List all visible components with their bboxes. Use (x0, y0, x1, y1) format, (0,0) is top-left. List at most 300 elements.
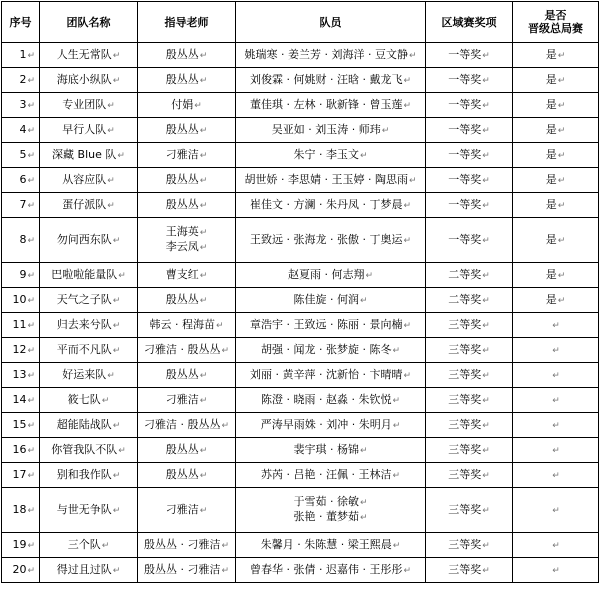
members-cell-line (238, 73, 423, 88)
paragraph-mark: ↵ (557, 270, 566, 281)
paragraph-mark: ↵ (27, 295, 35, 306)
award-cell (426, 168, 513, 193)
teacher-cell-text: 刁雅洁 · 殷丛丛 (143, 417, 221, 431)
row-index (2, 68, 40, 93)
paragraph-mark: ↵ (27, 320, 35, 331)
advance-cell (513, 558, 599, 583)
advance-cell (513, 143, 599, 168)
award-cell (426, 93, 513, 118)
header-advance-line1: 是否 (544, 9, 567, 22)
award-cell-text: 一等奖 (448, 147, 482, 161)
paragraph-mark: ↵ (27, 345, 35, 356)
team-name (40, 218, 138, 263)
team-name-text: 超能陆战队 (56, 417, 112, 431)
paragraph-mark: ↵ (482, 150, 490, 161)
paragraph-mark: ↵ (552, 420, 560, 431)
paragraph-mark: ↵ (552, 505, 560, 516)
teacher-cell-line (140, 73, 233, 88)
award-cell (426, 193, 513, 218)
paragraph-mark: ↵ (221, 540, 230, 551)
teacher-cell (138, 363, 236, 388)
advance-cell (513, 43, 599, 68)
members-cell (236, 388, 426, 413)
teacher-cell-text: 殷丛丛 (165, 367, 199, 381)
row-index (2, 363, 40, 388)
team-name (40, 388, 138, 413)
paragraph-mark: ↵ (112, 320, 121, 331)
members-cell (236, 558, 426, 583)
members-cell-text: 朱馨月 · 朱陈慧 · 梁王熙晨 (260, 537, 392, 551)
advance-cell-text: 是 (545, 172, 557, 186)
award-cell (426, 338, 513, 363)
team-name-text: 巴啦啦能量队 (51, 267, 118, 281)
paragraph-mark: ↵ (27, 420, 35, 431)
row-index (2, 558, 40, 583)
row-index (2, 193, 40, 218)
teacher-cell-line (140, 268, 233, 283)
team-name-text: 专业团队 (62, 97, 107, 111)
members-cell-text: 于雪茹 · 徐敏 (293, 495, 359, 508)
paragraph-mark: ↵ (482, 175, 490, 186)
advance-cell-text: 是 (545, 72, 557, 86)
award-cell-text: 一等奖 (448, 47, 482, 61)
teacher-cell-text: 王海英 (165, 225, 199, 238)
table-row (2, 438, 599, 463)
members-cell (236, 338, 426, 363)
paragraph-mark: ↵ (199, 470, 208, 481)
award-cell (426, 218, 513, 263)
paragraph-mark: ↵ (27, 200, 35, 211)
paragraph-mark: ↵ (557, 295, 566, 306)
advance-cell-text: 是 (545, 292, 557, 306)
award-cell-text: 三等奖 (448, 417, 482, 431)
award-cell (426, 533, 513, 558)
table-row (2, 463, 599, 488)
awards-table (1, 1, 599, 583)
paragraph-mark: ↵ (403, 200, 411, 211)
team-name (40, 413, 138, 438)
header-members: 队员 (236, 2, 426, 43)
header-advance (513, 2, 599, 43)
members-cell-text: 裴宇琪 · 杨锦 (293, 442, 359, 456)
paragraph-mark: ↵ (27, 370, 35, 381)
award-cell (426, 488, 513, 533)
paragraph-mark: ↵ (199, 270, 208, 281)
paragraph-mark: ↵ (199, 150, 208, 161)
table-row (2, 68, 599, 93)
members-cell (236, 193, 426, 218)
team-name (40, 313, 138, 338)
advance-cell-text: 是 (545, 122, 557, 136)
award-cell (426, 388, 513, 413)
team-name (40, 118, 138, 143)
paragraph-mark: ↵ (27, 445, 35, 456)
row-index-text: 1 (19, 47, 27, 61)
team-name (40, 168, 138, 193)
advance-cell (513, 463, 599, 488)
members-cell-line (238, 393, 423, 408)
teacher-cell (138, 558, 236, 583)
team-name (40, 363, 138, 388)
teacher-cell-line (140, 503, 233, 518)
advance-cell (513, 338, 599, 363)
team-name-text: 筱七队 (67, 392, 101, 406)
teacher-cell (138, 488, 236, 533)
paragraph-mark: ↵ (557, 100, 566, 111)
row-index-text: 4 (19, 122, 27, 136)
paragraph-mark: ↵ (482, 505, 490, 516)
members-cell-text: 刘俊霖 · 何姚财 · 汪晗 · 戴龙飞 (249, 72, 403, 86)
row-index (2, 218, 40, 263)
paragraph-mark: ↵ (552, 565, 560, 576)
members-cell-text: 刘丽 · 黄辛萍 · 沈新怡 · 卞晴晴 (249, 367, 403, 381)
table-row (2, 533, 599, 558)
team-name-text: 天气之子队 (56, 292, 112, 306)
award-cell-text: 三等奖 (448, 562, 482, 576)
advance-cell (513, 388, 599, 413)
table-row (2, 218, 599, 263)
team-name-text: 平而不凡队 (56, 342, 112, 356)
paragraph-mark: ↵ (365, 270, 374, 281)
advance-cell (513, 168, 599, 193)
paragraph-mark: ↵ (557, 75, 566, 86)
teacher-cell-line (140, 418, 233, 433)
teacher-cell (138, 463, 236, 488)
paragraph-mark: ↵ (27, 270, 35, 281)
paragraph-mark: ↵ (392, 540, 401, 551)
members-cell-line (238, 510, 423, 525)
award-cell-text: 一等奖 (448, 172, 482, 186)
row-index-text: 15 (12, 417, 27, 431)
teacher-cell (138, 43, 236, 68)
team-name-text: 别和我作队 (56, 467, 112, 481)
members-cell-line (238, 368, 423, 383)
teacher-cell (138, 438, 236, 463)
paragraph-mark: ↵ (552, 395, 560, 406)
award-cell (426, 363, 513, 388)
teacher-cell-text: 付娟 (171, 97, 194, 111)
teacher-cell-text: 殷丛丛 (165, 467, 199, 481)
advance-cell-text: 是 (545, 97, 557, 111)
award-cell-text: 三等奖 (448, 367, 482, 381)
row-index (2, 143, 40, 168)
table-row (2, 288, 599, 313)
paragraph-mark: ↵ (482, 565, 490, 576)
team-name (40, 143, 138, 168)
award-cell-text: 二等奖 (448, 292, 482, 306)
members-cell-text: 吴亚如 · 刘玉涛 · 师玮 (271, 122, 381, 136)
members-cell-text: 赵夏雨 · 何志翔 (287, 267, 365, 281)
teacher-cell-text: 殷丛丛 · 刁雅洁 (143, 537, 221, 551)
advance-cell-text: 是 (545, 197, 557, 211)
paragraph-mark: ↵ (107, 100, 115, 111)
members-cell (236, 488, 426, 533)
advance-cell (513, 438, 599, 463)
teacher-cell-text: 刁雅洁 (165, 392, 199, 406)
award-cell (426, 463, 513, 488)
paragraph-mark: ↵ (27, 565, 35, 576)
award-cell (426, 68, 513, 93)
advance-cell (513, 313, 599, 338)
paragraph-mark: ↵ (27, 540, 35, 551)
advance-cell (513, 193, 599, 218)
paragraph-mark: ↵ (359, 445, 368, 456)
award-cell-text: 三等奖 (448, 467, 482, 481)
table-row (2, 168, 599, 193)
team-name (40, 338, 138, 363)
members-cell (236, 533, 426, 558)
paragraph-mark: ↵ (112, 470, 121, 481)
paragraph-mark: ↵ (27, 175, 35, 186)
paragraph-mark: ↵ (199, 445, 208, 456)
members-cell-line (238, 48, 423, 63)
table-row (2, 388, 599, 413)
teacher-cell-text: 刁雅洁 (165, 147, 199, 161)
table-row (2, 558, 599, 583)
members-cell-text: 姚瑞寒 · 姜兰芳 · 刘海洋 · 豆文静 (244, 47, 408, 61)
row-index-text: 8 (19, 232, 27, 246)
team-name-text: 你管我队不队 (51, 442, 118, 456)
advance-cell (513, 263, 599, 288)
advance-cell (513, 118, 599, 143)
advance-cell (513, 488, 599, 533)
paragraph-mark: ↵ (482, 100, 490, 111)
members-cell-text: 章浩宇 · 王致远 · 陈丽 · 景向楠 (249, 317, 403, 331)
paragraph-mark: ↵ (117, 150, 125, 161)
row-index-text: 18 (12, 502, 27, 516)
members-cell-line (238, 443, 423, 458)
award-cell-text: 一等奖 (448, 232, 482, 246)
members-cell (236, 263, 426, 288)
paragraph-mark: ↵ (221, 420, 230, 431)
paragraph-mark: ↵ (482, 200, 490, 211)
row-index-text: 3 (19, 97, 27, 111)
paragraph-mark: ↵ (408, 50, 417, 61)
teacher-cell (138, 93, 236, 118)
paragraph-mark: ↵ (482, 420, 490, 431)
award-cell-text: 三等奖 (448, 502, 482, 516)
members-cell-line (238, 563, 423, 578)
members-cell-line (238, 98, 423, 113)
paragraph-mark: ↵ (359, 295, 368, 306)
teacher-cell-text: 李云凤 (165, 240, 199, 253)
paragraph-mark: ↵ (27, 470, 35, 481)
award-cell-text: 二等奖 (448, 267, 482, 281)
paragraph-mark: ↵ (112, 565, 121, 576)
row-index-text: 11 (12, 317, 27, 331)
table-row (2, 413, 599, 438)
paragraph-mark: ↵ (199, 200, 208, 211)
teacher-cell (138, 193, 236, 218)
paragraph-mark: ↵ (199, 75, 208, 86)
paragraph-mark: ↵ (392, 420, 401, 431)
paragraph-mark: ↵ (112, 505, 121, 516)
advance-cell (513, 413, 599, 438)
award-cell-text: 三等奖 (448, 392, 482, 406)
members-cell (236, 413, 426, 438)
paragraph-mark: ↵ (403, 75, 411, 86)
paragraph-mark: ↵ (482, 295, 490, 306)
paragraph-mark: ↵ (381, 125, 390, 136)
paragraph-mark: ↵ (112, 295, 121, 306)
advance-cell-text: 是 (545, 267, 557, 281)
paragraph-mark: ↵ (403, 370, 411, 381)
award-cell-text: 一等奖 (448, 122, 482, 136)
team-name-text: 得过且过队 (56, 562, 112, 576)
paragraph-mark: ↵ (557, 150, 566, 161)
paragraph-mark: ↵ (557, 235, 566, 246)
members-cell (236, 68, 426, 93)
members-cell-text: 王致远 · 张海龙 · 张傲 · 丁奥运 (249, 232, 403, 246)
teacher-cell-text: 殷丛丛 (165, 172, 199, 186)
teacher-cell-line (140, 98, 233, 113)
row-index (2, 43, 40, 68)
team-name-text: 人生无常队 (56, 47, 112, 61)
paragraph-mark: ↵ (482, 50, 490, 61)
teacher-cell (138, 118, 236, 143)
team-name-text: 深藏 Blue 队 (52, 147, 117, 161)
row-index-text: 5 (19, 147, 27, 161)
row-index (2, 438, 40, 463)
paragraph-mark: ↵ (552, 345, 560, 356)
teacher-cell-text: 殷丛丛 (165, 122, 199, 136)
paragraph-mark: ↵ (403, 235, 411, 246)
advance-cell-text: 是 (545, 232, 557, 246)
table-row (2, 43, 599, 68)
team-name (40, 558, 138, 583)
paragraph-mark: ↵ (552, 470, 560, 481)
paragraph-mark: ↵ (215, 320, 224, 331)
advance-cell (513, 363, 599, 388)
paragraph-mark: ↵ (408, 175, 417, 186)
paragraph-mark: ↵ (482, 125, 490, 136)
teacher-cell (138, 413, 236, 438)
members-cell-line (238, 268, 423, 283)
row-index-text: 16 (12, 442, 27, 456)
header-advance-line2: 晋级总局赛 (528, 22, 583, 35)
paragraph-mark: ↵ (107, 370, 115, 381)
row-index (2, 118, 40, 143)
teacher-cell (138, 68, 236, 93)
team-name-text: 三个队 (67, 537, 101, 551)
paragraph-mark: ↵ (112, 235, 121, 246)
row-index (2, 93, 40, 118)
paragraph-mark: ↵ (392, 395, 400, 406)
table-row (2, 93, 599, 118)
row-index-text: 12 (12, 342, 27, 356)
row-index (2, 488, 40, 533)
team-name (40, 288, 138, 313)
paragraph-mark: ↵ (101, 540, 110, 551)
header-award: 区域赛奖项 (426, 2, 513, 43)
table-row (2, 263, 599, 288)
paragraph-mark: ↵ (27, 235, 35, 246)
teacher-cell-line (140, 393, 233, 408)
row-index (2, 413, 40, 438)
table-row (2, 363, 599, 388)
award-cell-text: 一等奖 (448, 72, 482, 86)
members-cell-line (238, 293, 423, 308)
members-cell-line (238, 233, 423, 248)
paragraph-mark: ↵ (101, 395, 110, 406)
paragraph-mark: ↵ (112, 420, 121, 431)
members-cell-line (238, 495, 423, 510)
members-cell-line (238, 123, 423, 138)
row-index-text: 6 (19, 172, 27, 186)
paragraph-mark: ↵ (27, 150, 35, 161)
members-cell (236, 118, 426, 143)
members-cell-text: 苏芮 · 吕艳 · 汪佩 · 王林洁 (260, 467, 392, 481)
paragraph-mark: ↵ (194, 100, 202, 111)
award-cell-text: 三等奖 (448, 317, 482, 331)
paragraph-mark: ↵ (221, 345, 230, 356)
teacher-cell-line (140, 123, 233, 138)
members-cell (236, 168, 426, 193)
paragraph-mark: ↵ (359, 150, 368, 161)
paragraph-mark: ↵ (482, 235, 490, 246)
paragraph-mark: ↵ (199, 228, 208, 238)
table-row (2, 118, 599, 143)
paragraph-mark: ↵ (107, 175, 115, 186)
award-cell (426, 413, 513, 438)
teacher-cell-line (140, 538, 233, 553)
row-index (2, 168, 40, 193)
row-index-text: 13 (12, 367, 27, 381)
advance-cell (513, 533, 599, 558)
paragraph-mark: ↵ (359, 498, 368, 508)
award-cell (426, 558, 513, 583)
teacher-cell-line (140, 343, 233, 358)
teacher-cell (138, 533, 236, 558)
row-index (2, 533, 40, 558)
advance-cell (513, 93, 599, 118)
row-index-text: 9 (19, 267, 27, 281)
award-cell (426, 313, 513, 338)
teacher-cell (138, 218, 236, 263)
paragraph-mark: ↵ (552, 540, 560, 551)
award-cell-text: 三等奖 (448, 442, 482, 456)
table-row (2, 143, 599, 168)
paragraph-mark: ↵ (27, 100, 35, 111)
members-cell (236, 143, 426, 168)
members-cell-text: 严涛早雨姝 · 刘冲 · 朱明月 (260, 417, 392, 431)
paragraph-mark: ↵ (107, 125, 115, 136)
paragraph-mark: ↵ (557, 200, 566, 211)
paragraph-mark: ↵ (199, 370, 208, 381)
teacher-cell-text: 殷丛丛 (165, 442, 199, 456)
teacher-cell-line (140, 468, 233, 483)
team-name-text: 海底小纵队 (56, 72, 112, 86)
members-cell-text: 陈佳旋 · 何润 (293, 292, 359, 306)
teacher-cell (138, 388, 236, 413)
paragraph-mark: ↵ (27, 395, 35, 406)
team-name-text: 与世无争队 (56, 502, 112, 516)
advance-cell (513, 68, 599, 93)
teacher-cell-text: 殷丛丛 (165, 72, 199, 86)
members-cell-text: 陈澄 · 晓雨 · 赵淼 · 朱钦悦 (260, 392, 392, 406)
paragraph-mark: ↵ (557, 125, 566, 136)
header-index: 序号 (2, 2, 40, 43)
team-name-text: 归去来兮队 (56, 317, 112, 331)
row-index-text: 10 (12, 292, 27, 306)
paragraph-mark: ↵ (112, 345, 121, 356)
paragraph-mark: ↵ (199, 295, 208, 306)
teacher-cell (138, 288, 236, 313)
members-cell-text: 胡强 · 闻龙 · 张梦旋 · 陈冬 (260, 342, 392, 356)
paragraph-mark: ↵ (199, 50, 208, 61)
team-name-text: 好运来队 (62, 367, 107, 381)
paragraph-mark: ↵ (118, 445, 126, 456)
